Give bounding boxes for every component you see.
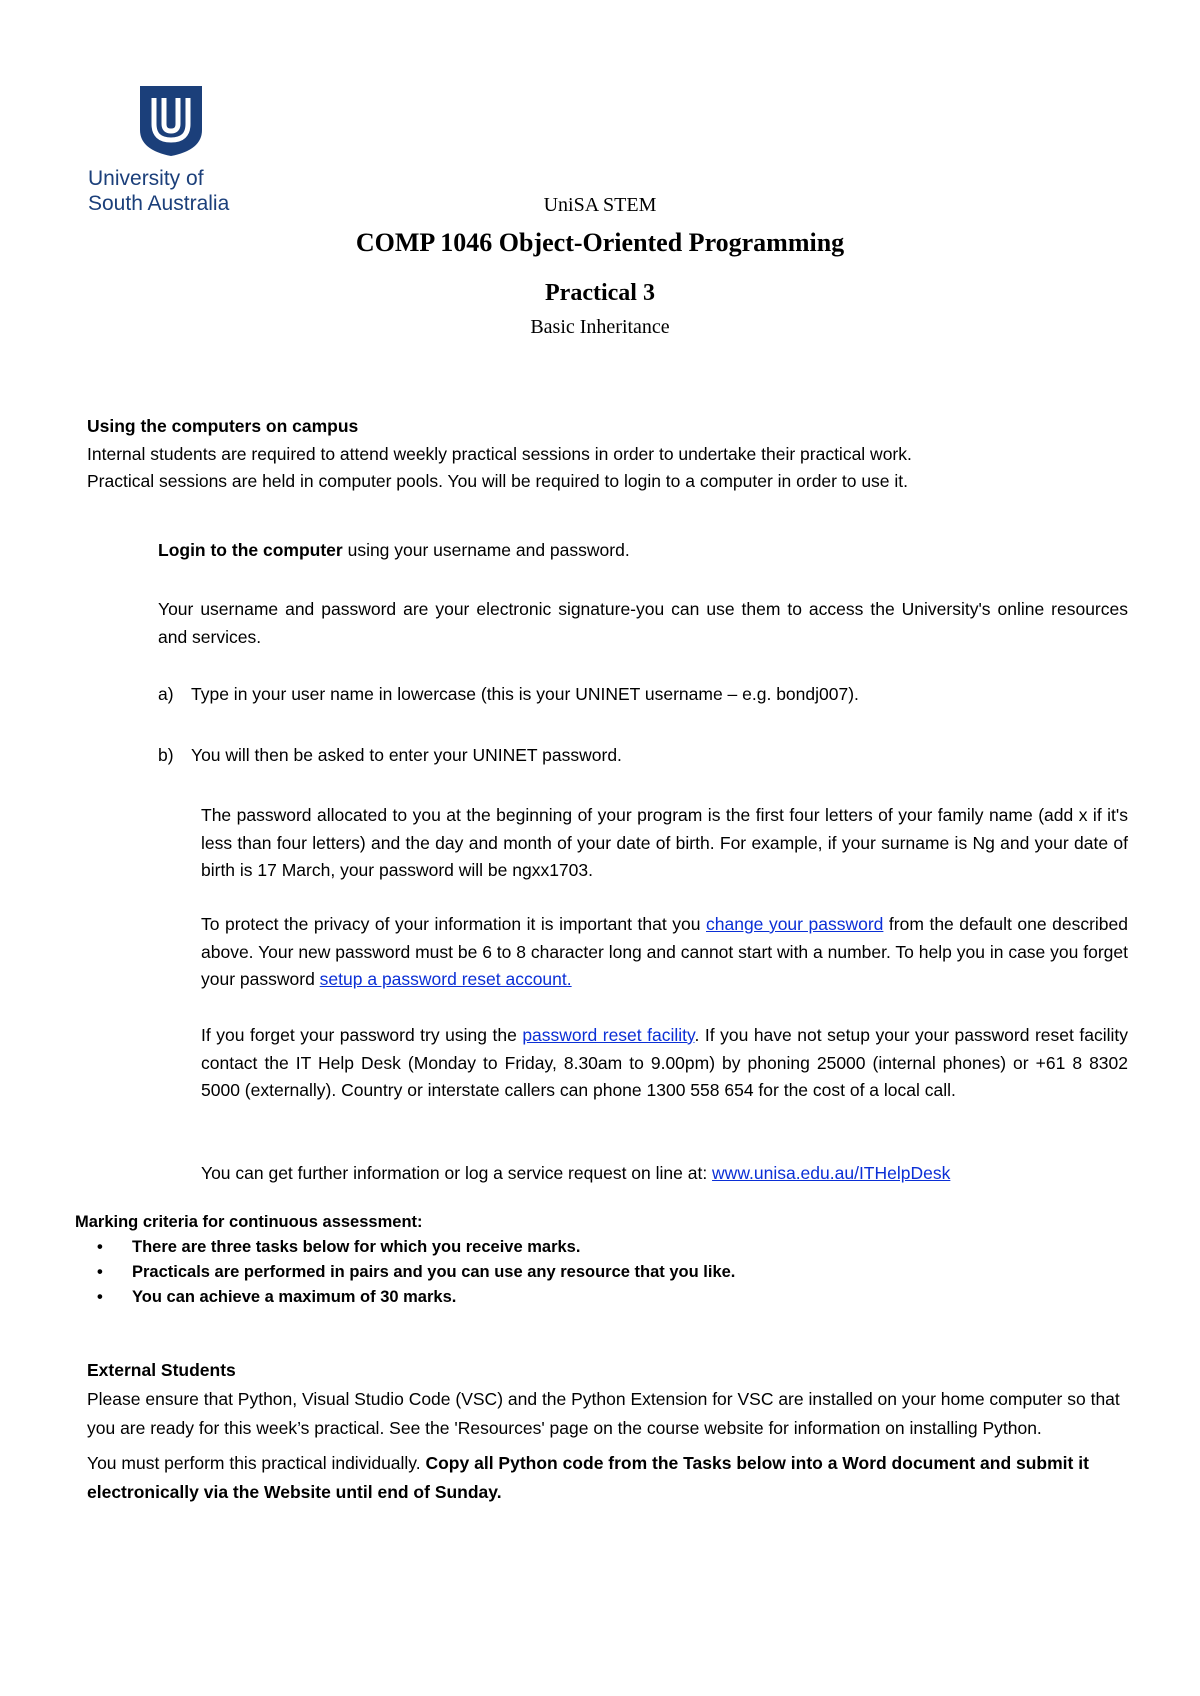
external-plain-text: You must perform this practical individually. xyxy=(87,1453,426,1473)
list-item xyxy=(75,1260,1125,1285)
login-rest: using your username and password. xyxy=(342,540,630,560)
external-heading: External Students xyxy=(87,1360,236,1380)
marking-section xyxy=(75,1210,1125,1310)
bullet-icon: • xyxy=(97,1288,103,1306)
external-paragraph-2 xyxy=(87,1449,1127,1507)
privacy-paragraph xyxy=(201,911,1128,994)
it-helpdesk-link[interactable]: www.unisa.edu.au/ITHelpDesk xyxy=(712,1163,951,1183)
bullet-icon: • xyxy=(97,1238,103,1256)
unisa-shield-icon xyxy=(138,84,204,158)
signature-paragraph: Your username and password are your electronic signature-you can use them to access the University's online resources and services. xyxy=(158,599,1128,647)
marking-item: You can achieve a maximum of 30 marks. xyxy=(132,1288,457,1306)
external-paragraph-1: Please ensure that Python, Visual Studio Code (VSC) and the Python Extension for VSC are installed on your home computer so that you are ready for this week’s practical. See the 'Resources' page on the course website for information on installing Python. xyxy=(87,1389,1120,1438)
step-b xyxy=(158,742,1128,770)
password-info-paragraph: The password allocated to you at the beginning of your program is the first four letters of your family name (add x if it's less than four letters) and the day and month of your date of birth. For example, if your surname is Ng and your date of birth is 17 March, your password will be ngxx1703. xyxy=(201,805,1128,880)
forget-text-b: . If you have not setup your your password reset facility contact the IT Help Desk (Monday to Friday, 8.30am to 9.00pm) by phoning 25000 (internal phones) or +61 8 8302 5000 (externally). Country or interstate callers can phone 1300 558 654 for the cost of a local call. xyxy=(201,1025,1128,1100)
external-section xyxy=(87,1356,1127,1507)
privacy-text-a: To protect the privacy of your information it is important that you xyxy=(201,914,706,934)
logo-line-2: South Australia xyxy=(88,192,230,215)
practical-title: Practical 3 xyxy=(545,280,655,306)
bullet-icon: • xyxy=(97,1263,103,1281)
topic-title: Basic Inheritance xyxy=(530,316,670,338)
campus-heading: Using the computers on campus xyxy=(87,416,359,436)
marking-heading: Marking criteria for continuous assessment: xyxy=(75,1213,423,1231)
step-text: You will then be asked to enter your UNINET password. xyxy=(191,745,622,765)
password-reset-account-link[interactable]: setup a password reset account. xyxy=(319,969,572,989)
change-password-link[interactable]: change your password xyxy=(706,914,884,934)
privacy-text-b: from the default one described above. Your new password must be 6 to 8 character long and cannot start with a number. To help you in case you forget your password xyxy=(201,914,1128,989)
further-text: You can get further information or log a service request on line at: xyxy=(201,1163,713,1183)
marking-item: Practicals are performed in pairs and you can use any resource that you like. xyxy=(132,1263,736,1281)
login-instruction xyxy=(158,537,1128,565)
step-label: b) xyxy=(158,745,174,765)
password-reset-facility-link[interactable]: password reset facility xyxy=(522,1025,695,1045)
logo-line-1: University of xyxy=(88,167,204,190)
marking-item: There are three tasks below for which you receive marks. xyxy=(132,1238,581,1256)
campus-line-1: Internal students are required to attend weekly practical sessions in order to undertake their practical work. xyxy=(87,443,912,464)
campus-section xyxy=(87,413,1127,496)
list-item xyxy=(75,1235,1125,1260)
list-item xyxy=(75,1285,1125,1310)
step-label: a) xyxy=(158,684,174,704)
campus-line-2: Practical sessions are held in computer pools. You will be required to login to a computer in order to use it. xyxy=(87,471,909,491)
unit-name: UniSA STEM xyxy=(543,194,657,216)
forget-password-paragraph xyxy=(201,1022,1128,1105)
further-info-line xyxy=(201,1160,1128,1188)
external-bold-text: Copy all Python code from the Tasks below into a Word document and submit it electronically via the Website until end of Sunday. xyxy=(87,1453,1089,1502)
forget-text-a: If you forget your password try using the xyxy=(201,1025,523,1045)
course-title: COMP 1046 Object-Oriented Programming xyxy=(355,228,845,257)
login-bold: Login to the computer xyxy=(158,540,343,560)
step-a xyxy=(158,681,1128,709)
step-text: Type in your user name in lowercase (this is your UNINET username – e.g. bondj007). xyxy=(191,684,859,704)
